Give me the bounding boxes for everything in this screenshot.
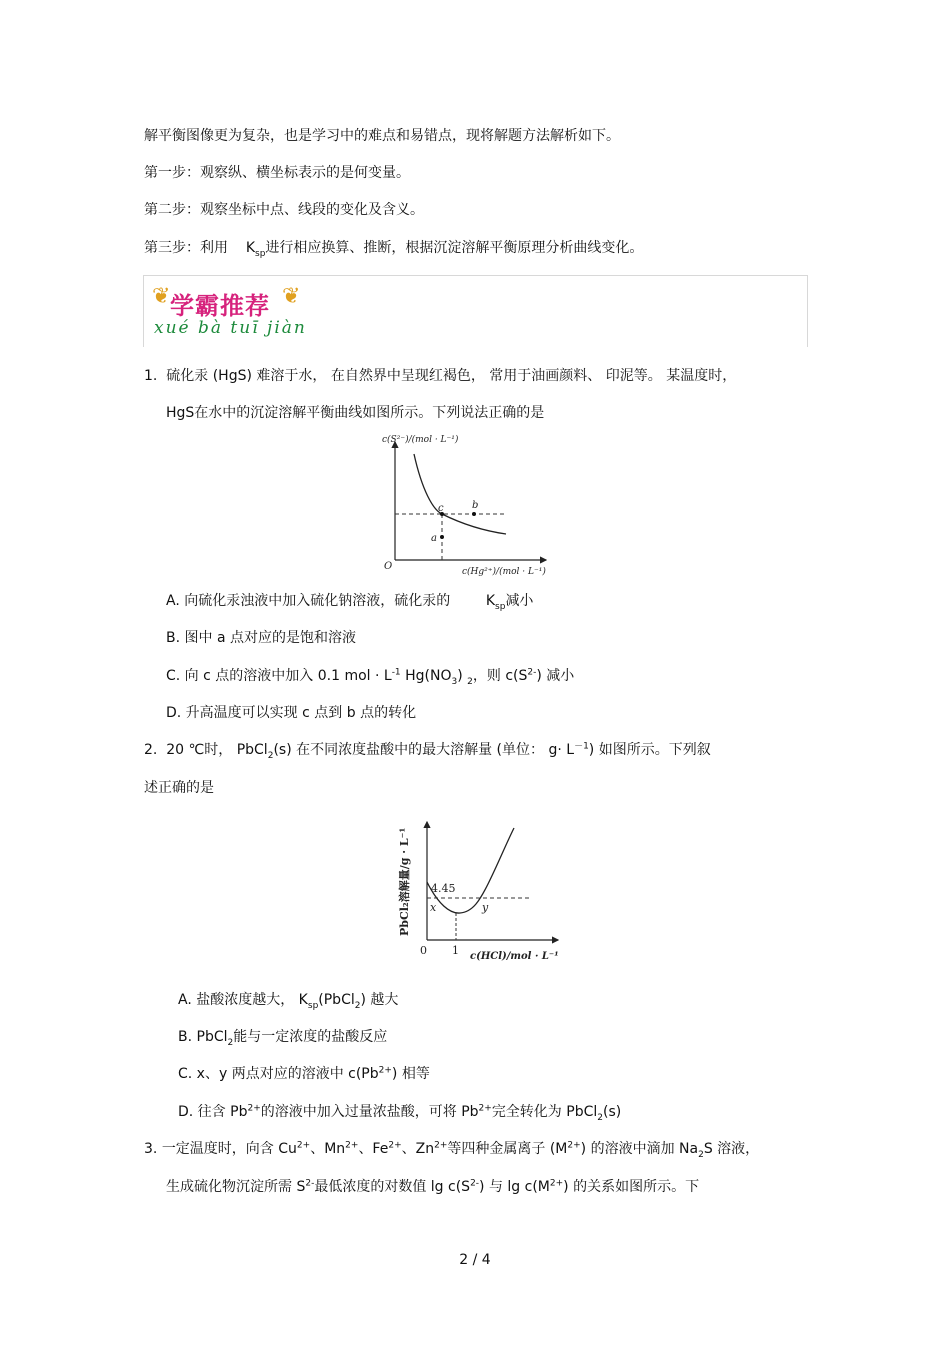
q2-option-a-t3: ) 越大 bbox=[360, 992, 399, 1008]
q3-l2-t4: ) 的关系如图所示。下 bbox=[563, 1179, 700, 1195]
q2-option-a-sub: 2 bbox=[354, 1000, 361, 1011]
q1-option-d: D. 升高温度可以实现 c 点到 b 点的转化 bbox=[166, 705, 417, 721]
q2-option-c bbox=[178, 1065, 430, 1083]
q2-option-b-sub: 2 bbox=[227, 1037, 234, 1048]
q2-tick-1: 1 bbox=[452, 944, 459, 957]
q1-option-a-end: 减小 bbox=[505, 593, 534, 609]
q2-option-c-t1: C. x、y 两点对应的溶液中 c(Pb bbox=[178, 1066, 379, 1082]
q3-l2-t1: 生成硫化物沉淀所需 S bbox=[166, 1179, 306, 1195]
q1-option-c-t1: C. 向 c 点的溶液中加入 0.1 mol · L bbox=[166, 668, 392, 684]
q1-xlabel: c(Hg²⁺)/(mol · L⁻¹) bbox=[462, 567, 546, 577]
q3-sub1: 2 bbox=[698, 1149, 704, 1160]
ksp-subscript: sp bbox=[255, 248, 266, 259]
q3-line1 bbox=[144, 1140, 759, 1158]
step-two: 第二步：观察坐标中点、线段的变化及含义。 bbox=[144, 202, 424, 218]
q2-option-d-sup1: 2+ bbox=[247, 1103, 261, 1114]
ksp-symbol: K bbox=[245, 240, 255, 256]
q2-origin: 0 bbox=[420, 944, 427, 957]
q2-option-c-t2: ) 相等 bbox=[391, 1066, 430, 1082]
q3-t7: S 溶液， bbox=[703, 1141, 760, 1157]
q3-sup6: 2- bbox=[305, 1178, 315, 1189]
q2-label-x: x bbox=[430, 901, 437, 914]
q3-t2: 、Mn bbox=[310, 1141, 346, 1157]
left-ornament-icon: ❦ bbox=[152, 284, 171, 309]
q1-point-a bbox=[440, 535, 444, 539]
q1-option-b: B. 图中 a 点对应的是饱和溶液 bbox=[166, 630, 356, 646]
banner-title: 学霸推荐 bbox=[170, 292, 270, 320]
q2-option-d-t2: 的溶液中加入过量浓盐酸，可将 Pb bbox=[260, 1104, 479, 1120]
q1-option-c-t2: Hg(NO bbox=[400, 668, 452, 684]
q1-option-c-sup1: -1 bbox=[391, 667, 401, 678]
q3-t4: 、Zn bbox=[401, 1141, 435, 1157]
q2-stem-sub: 2 bbox=[267, 750, 274, 761]
q2-option-d-sub: 2 bbox=[597, 1112, 603, 1123]
q3-sup3: 2+ bbox=[388, 1140, 402, 1151]
q3-sup5: 2+ bbox=[567, 1140, 581, 1151]
q1-label-b: b bbox=[472, 500, 479, 511]
q3-sup2: 2+ bbox=[345, 1140, 359, 1151]
q2-option-d-t1: D. 往含 Pb bbox=[178, 1104, 248, 1120]
q1-option-c bbox=[166, 667, 574, 685]
q1-option-c-sup2: 2- bbox=[527, 667, 537, 678]
q1-option-a-text: A. 向硫化汞浊液中加入硫化钠溶液，硫化汞的 bbox=[166, 593, 451, 609]
q2-option-d bbox=[178, 1103, 621, 1121]
q2-option-a bbox=[178, 991, 398, 1009]
recommend-banner bbox=[143, 275, 808, 347]
q2-label-y: y bbox=[482, 901, 489, 914]
q2-option-c-sup: 2+ bbox=[378, 1065, 392, 1076]
q1-label-a: a bbox=[431, 533, 437, 544]
q3-t5: 等四种金属离子 (M bbox=[447, 1141, 568, 1157]
q1-graph bbox=[378, 430, 554, 580]
q2-ylabel: PbCl₂溶解量/g · L⁻¹ bbox=[398, 827, 411, 936]
q2-xlabel: c(HCl)/mol · L⁻¹ bbox=[470, 951, 559, 962]
q1-label-c: c bbox=[438, 503, 444, 514]
q1-origin: O bbox=[384, 561, 393, 572]
q2-value-label: 4.45 bbox=[431, 882, 456, 895]
q2-number: 2. bbox=[144, 742, 158, 758]
q2-line2: 述正确的是 bbox=[144, 780, 214, 796]
q3-sup7: 2- bbox=[470, 1178, 480, 1189]
q1-stem: 硫化汞 (HgS) 难溶于水， 在自然界中呈现红褐色， 常用于油画颜料、 印泥等。 某温度时， bbox=[166, 368, 737, 384]
q3-t1: 一定温度时，向含 Cu bbox=[161, 1141, 297, 1157]
q2-option-b-t2: 能与一定浓度的盐酸反应 bbox=[233, 1029, 388, 1045]
q2-option-b bbox=[178, 1028, 387, 1046]
q3-line2 bbox=[166, 1178, 699, 1196]
q2-curve bbox=[427, 828, 514, 913]
q2-stem-a: 20 ℃时， PbCl bbox=[166, 742, 268, 758]
q1-option-c-t5: ) 减小 bbox=[536, 668, 575, 684]
q1-option-c-t3: ) bbox=[457, 668, 468, 684]
intro-paragraph: 解平衡图像更为复杂，也是学习中的难点和易错点，现将解题方法解析如下。 bbox=[144, 128, 620, 144]
banner-pinyin: xué bà tuī jiàn bbox=[154, 318, 307, 338]
q2-option-b-t1: B. PbCl bbox=[178, 1029, 228, 1045]
page-number: 2 / 4 bbox=[459, 1252, 491, 1268]
q3-sup4: 2+ bbox=[434, 1140, 448, 1151]
q3-l2-t3: ) 与 lg c(M bbox=[479, 1179, 550, 1195]
step-three-text-end: 进行相应换算、推断，根据沉淀溶解平衡原理分析曲线变化。 bbox=[265, 240, 644, 256]
q1-option-a bbox=[166, 592, 533, 610]
q1-option-c-sub1: 3 bbox=[451, 676, 458, 687]
q1-line2: HgS在水中的沉淀溶解平衡曲线如图所示。下列说法正确的是 bbox=[166, 405, 545, 421]
q3-number: 3. bbox=[144, 1141, 158, 1157]
right-ornament-icon: ❦ bbox=[282, 284, 301, 309]
q3-t6: ) 的溶液中滴加 Na bbox=[580, 1141, 699, 1157]
q2-option-d-t3: 完全转化为 PbCl bbox=[491, 1104, 598, 1120]
q2-option-d-sup2: 2+ bbox=[478, 1103, 492, 1114]
q2-option-a-t2: (PbCl bbox=[318, 992, 355, 1008]
step-three bbox=[144, 239, 643, 257]
q3-l2-t2: 最低浓度的对数值 lg c(S bbox=[314, 1179, 471, 1195]
q2-stem-c: ) 如图所示。下列叙 bbox=[588, 742, 711, 758]
q1-curve bbox=[414, 454, 506, 534]
q1-ylabel: c(S²⁻)/(mol · L⁻¹) bbox=[382, 435, 459, 445]
q1-option-a-sp: sp bbox=[495, 601, 506, 612]
q3-t3: 、Fe bbox=[358, 1141, 389, 1157]
q2-stem-sup: －1 bbox=[574, 741, 589, 752]
q1-line1 bbox=[144, 367, 736, 385]
q2-option-a-sp: sp bbox=[307, 1000, 319, 1011]
q1-option-a-k: K bbox=[485, 593, 496, 609]
q1-option-c-t4: ，则 c(S bbox=[472, 668, 528, 684]
q2-stem-b: (s) 在不同浓度盐酸中的最大溶解量 (单位： g· L bbox=[273, 742, 575, 758]
q2-option-a-t1: A. 盐酸浓度越大， K bbox=[178, 992, 308, 1008]
step-one: 第一步：观察纵、横坐标表示的是何变量。 bbox=[144, 165, 410, 181]
q3-sup1: 2+ bbox=[296, 1140, 311, 1151]
q1-number: 1. bbox=[144, 368, 158, 384]
q1-point-b bbox=[472, 512, 476, 516]
q2-graph bbox=[398, 818, 564, 964]
q3-sup8: 2+ bbox=[549, 1178, 564, 1189]
q2-option-d-t4: (s) bbox=[603, 1104, 622, 1120]
q2-line1 bbox=[144, 741, 711, 759]
q1-option-c-sub2: 2 bbox=[467, 676, 473, 687]
step-three-text: 第三步：利用 bbox=[144, 240, 228, 256]
